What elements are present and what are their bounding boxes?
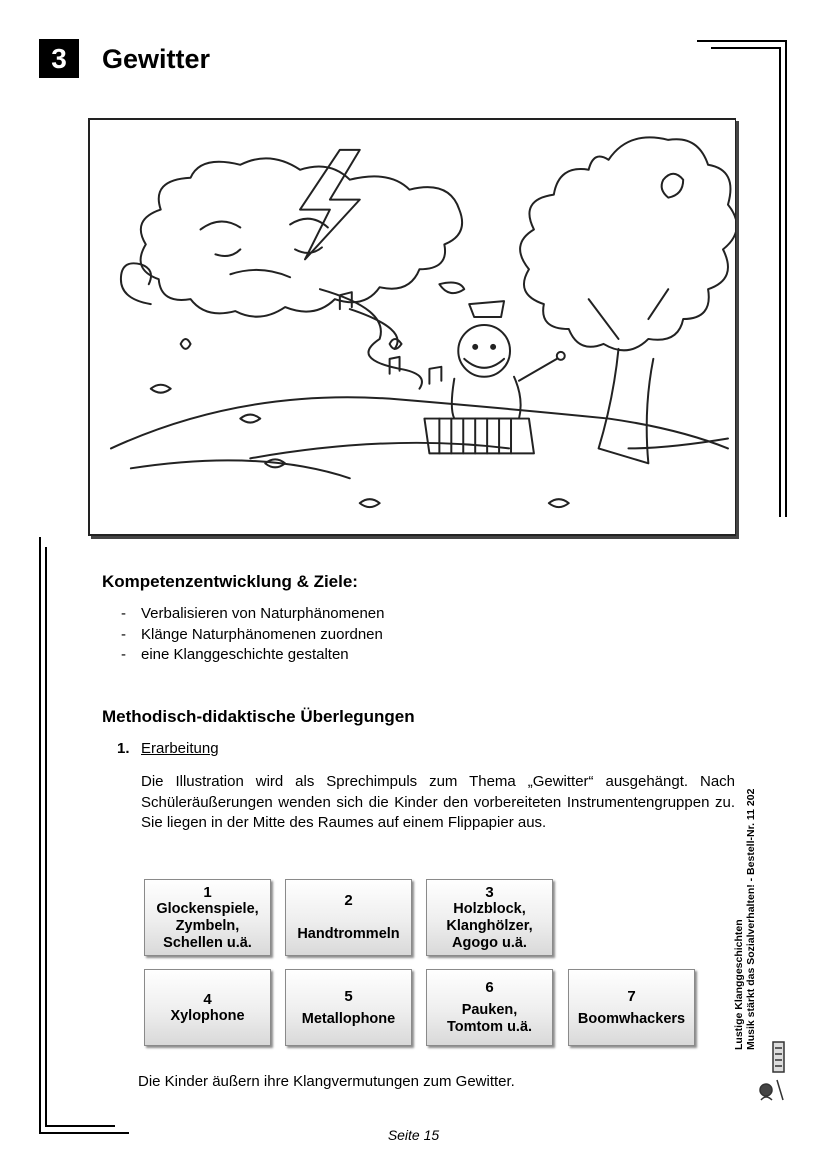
frame-line-right-inner [779,47,781,517]
frame-line-top-inner [711,47,781,49]
instrument-group-5 [285,969,412,1046]
group-name-line: Tomtom u.ä. [446,1019,533,1035]
page-title: Gewitter [102,44,211,74]
group-name-line: Metallophone [301,1010,396,1027]
group-number: 2 [344,892,353,909]
instrument-group-4 [144,969,271,1046]
group-number: 7 [627,987,636,1005]
sidebar-line-2: Musik stärkt das Sozialverhalten! - Bestell-Nr. 11 202 [745,788,757,1050]
step-paragraph: Die Illustration wird als Sprechimpuls zum Thema „Gewitter“ ausgehängt. Nach Schüleräußerungen wenden sich die Kinder den vorbereiteten Instrumentengruppen zu. Sie liegen in der Mitte des Raumes auf einem Flippapier aus. [141,773,735,831]
group-number: 5 [344,987,353,1005]
group-name-line: Holzblock, [453,900,526,917]
instrument-group-3 [426,879,553,956]
instrument-group-7 [568,969,695,1046]
group-name-line: Boomwhackers [577,1010,686,1027]
frame-line-left-outer [39,537,41,1134]
group-number: 1 [203,883,212,901]
page-number: Seite 15 [387,1127,440,1143]
closing-text: Die Kinder äußern ihre Klangvermutungen zum Gewitter. [138,1073,515,1090]
frame-line-top [697,40,787,42]
method-heading: Methodisch-didaktische Überlegungen [102,707,415,726]
list-item: - Verbalisieren von Naturphänomenen [121,604,385,625]
group-name-line: Glockenspiele, [156,900,259,917]
group-name-line: Zymbeln, [175,917,240,934]
group-name-line: Agogo u.ä. [452,934,527,951]
group-number: 6 [485,979,494,996]
chapter-number-badge: 3 [39,39,79,78]
thunderstorm-xylophone-illustration [88,118,736,536]
group-name-line: Handtrommeln [297,926,400,942]
group-number: 3 [485,883,494,901]
instrument-group-1 [144,879,271,956]
instrument-group-2 [285,879,412,956]
group-name-line: Klanghölzer, [446,917,533,934]
instrument-group-6 [426,969,553,1046]
frame-line-left-inner [45,547,47,1127]
sidebar-line-1: Lustige Klanggeschichten [733,919,745,1050]
competence-list [121,604,385,666]
list-item: - Klänge Naturphänomenen zuordnen [121,625,385,646]
competence-heading: Kompetenzentwicklung & Ziele: [102,572,358,591]
step-number: 1. [117,740,130,757]
group-number: 4 [203,990,212,1008]
group-name-line: Pauken, [461,1002,518,1018]
frame-line-right-outer [785,40,787,517]
sidebar-publication-info [733,710,757,1050]
kohl-verlag-logo-icon [757,1040,787,1106]
group-name-line: Schellen u.ä. [163,934,252,951]
group-name-line: Xylophone [170,1007,245,1024]
list-item: - eine Klanggeschichte gestalten [121,645,385,666]
step-title: Erarbeitung [141,740,219,757]
